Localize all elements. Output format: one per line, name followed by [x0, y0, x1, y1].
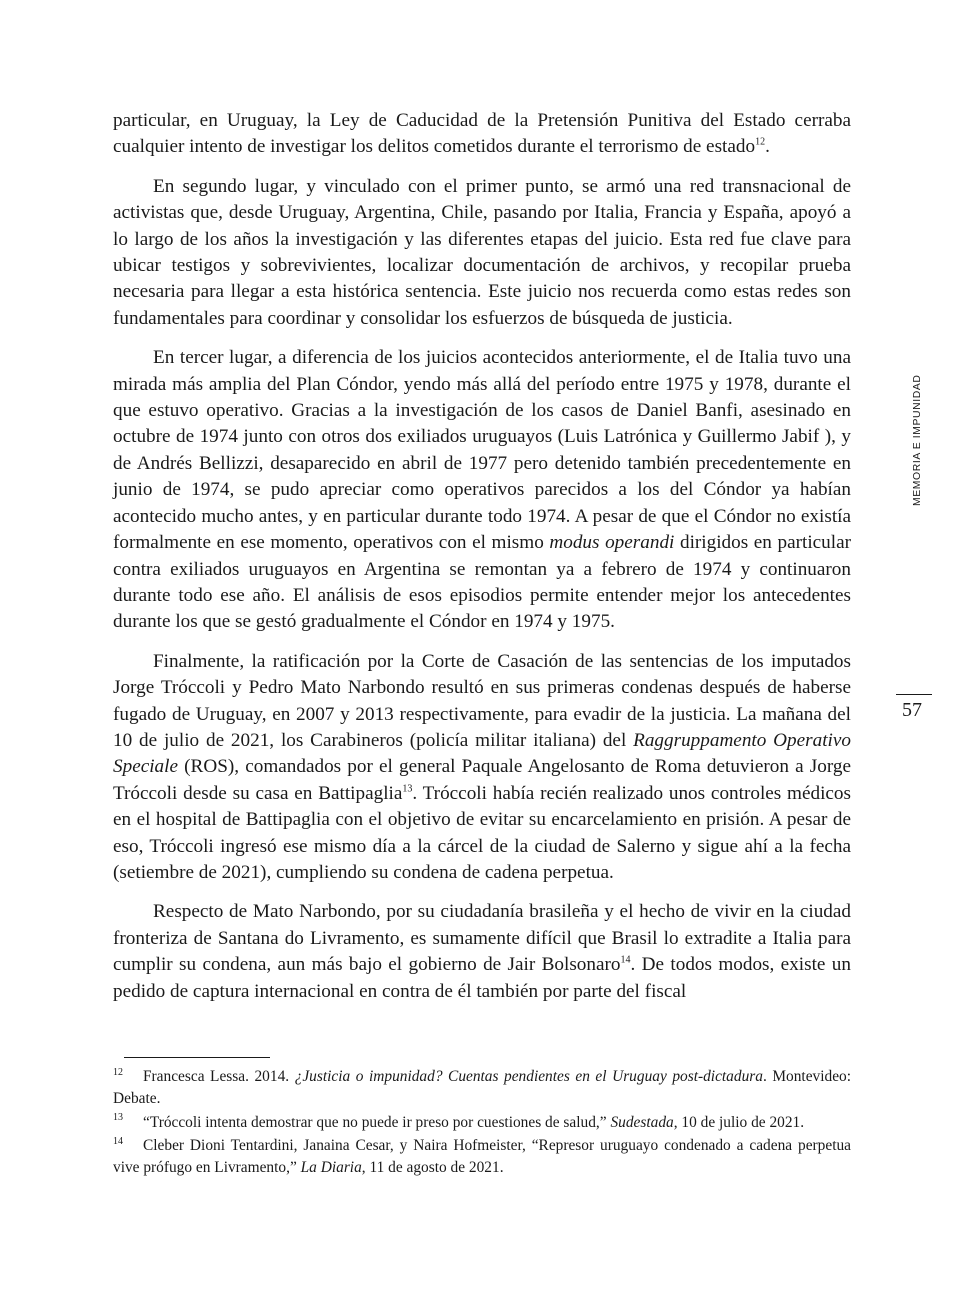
text-run: Respecto de Mato Narbondo, por su ciudadanía brasileña y el hecho de vivir en la ciudad fronteriza de Santana do Livramento, es sumamente difícil que Brasil lo extradite a Italia para cumplir su condena, aun más bajo el gobierno de Jair Bolsonaro	[113, 901, 851, 976]
italic-title: La Diaria	[300, 1159, 362, 1177]
text-run: Finalmente, la ratificación por la Corte de Casación de las sentencias de los imputados Jorge Tróccoli y Pedro Mato Narbondo resultó en sus primeras condenas después de haberse fugado de Uruguay, en 2007 y 2013 respectivamente, para evadir de la justicia. La mañana del 10 de julio de 2021, los Carabineros (policía militar italiana) del	[113, 650, 851, 751]
footnote-14: 14 Cleber Dioni Tentardini, Janaina Cesar, y Naira Hofmeister, “Represor uruguayo condenado a cadena perpetua vive prófugo en Livramento,” La Diaria, 11 de agosto de 2021.	[113, 1136, 851, 1177]
section-running-title: MEMORIA E IMPUNIDAD	[912, 374, 923, 506]
footnote-ref-13[interactable]: 13	[402, 783, 413, 795]
text-run: dirigidos en particular contra exiliados uruguayos en Argentina se remontan ya a febrero de 1974 y continuaron durante todo ese año. El análisis de esos episodios permite entender mejor los antecedentes durante los que se gestó gradualmente el Cóndor en 1974 y 1975.	[113, 532, 851, 633]
paragraph-2: En segundo lugar, y vinculado con el primer punto, se armó una red transnacional de activistas que, desde Uruguay, Argentina, Chile, pasando por Italia, Francia y España, apoyó a lo largo de los años la investigación y las diferentes etapas del juicio. Esta red fue clave para ubicar testigos y sobrevivientes, localizar documentación de archivos, y recopilar prueba necesaria para llegar a esta histórica sentencia. Este juicio nos recuerda como estas redes son fundamentales para coordinar y consolidar los esfuerzos de búsqueda de justicia.	[113, 175, 851, 329]
page-number: 57	[902, 699, 922, 721]
text-run: Francesca Lessa. 2014.	[143, 1068, 295, 1085]
body-text	[113, 108, 851, 1018]
text-run: . Montevideo: Debate.	[113, 1068, 852, 1107]
paragraph-5	[113, 899, 851, 1005]
italic-term: modus operandi	[549, 532, 675, 554]
page-number-rule	[896, 694, 932, 695]
footnotes	[113, 1066, 851, 1181]
text-run: , 11 de agosto de 2021.	[361, 1159, 504, 1177]
text-run: Cleber Dioni Tentardini, Janaina Cesar, y Naira Hofmeister, “Represor uruguayo condenado a cadena perpetua vive prófugo en Livramento,”	[113, 1137, 851, 1177]
italic-title: ¿Justicia o impunidad? Cuentas pendientes en el Uruguay post-dictadura	[294, 1068, 763, 1085]
text-run: . Tróccoli había recién realizado unos controles médicos en el hospital de Battipaglia con el objetivo de evitar su encarcelamiento en prisión. A pesar de eso, Tróccoli ingresó ese mismo día a la cárcel de la ciudad de Salerno y sigue ahí a la fecha (setiembre de 2021), cumpliendo su condena de cadena perpetua.	[113, 782, 851, 883]
footnote-13: 13 “Tróccoli intenta demostrar que no puede ir preso por cuestiones de salud,” Sudestada, 10 de julio de 2021.	[113, 1112, 805, 1131]
footnote-ref-14[interactable]: 14	[620, 954, 631, 966]
paragraph-1	[113, 108, 851, 161]
italic-title: Sudestada	[610, 1113, 674, 1131]
text-run: “Tróccoli intenta demostrar que no puede ir preso por cuestiones de salud,”	[143, 1113, 611, 1131]
footnote-12: 12 Francesca Lessa. 2014. ¿Justicia o impunidad? Cuentas pendientes en el Uruguay post-dictadura. Montevideo: Debate.	[113, 1066, 852, 1107]
text-run: particular, en Uruguay, la Ley de Caducidad de la Pretensión Punitiva del Estado cerraba cualquier intento de investigar los delitos cometidos durante el terrorismo de estado	[113, 110, 851, 158]
footnote-divider	[124, 1057, 270, 1058]
paragraph-3	[113, 345, 851, 635]
text-run: , 10 de julio de 2021.	[673, 1113, 805, 1131]
italic-term: Raggruppamento Operativo Speciale	[113, 729, 851, 778]
text-run: En tercer lugar, a diferencia de los juicios acontecidos anteriormente, el de Italia tuvo una mirada más amplia del Plan Cóndor, yendo más allá del período entre 1975 y 1978, durante el que estuvo operativo. Gracias a la investigación de los casos de Daniel Banfi, asesinado en octubre de 1974 junto con otros dos exiliados uruguayos (Luis Latrónica y Guillermo Jabif ), y de Andrés Bellizzi, desaparecido en abril de 1977 pero detenido también precedentemente en junio de 1974, se pudo apreciar como operativos parecidos a los del Cóndor ya habían acontecido mucho antes, y en particular durante todo 1974. A pesar de que el Cóndor no existía formalmente en ese momento, operativos con el mismo	[113, 347, 851, 554]
text-run: .	[765, 136, 770, 158]
paragraph-4	[113, 649, 851, 887]
text-run: (ROS), comandados por el general Paquale Angelosanto de Roma detuvieron a Jorge Tróccoli desde su casa en Battipaglia	[113, 756, 851, 804]
text-run: . De todos modos, existe un pedido de captura internacional en contra de él también por parte del fiscal	[113, 954, 851, 1002]
footnote-ref-12[interactable]: 12	[755, 137, 766, 149]
